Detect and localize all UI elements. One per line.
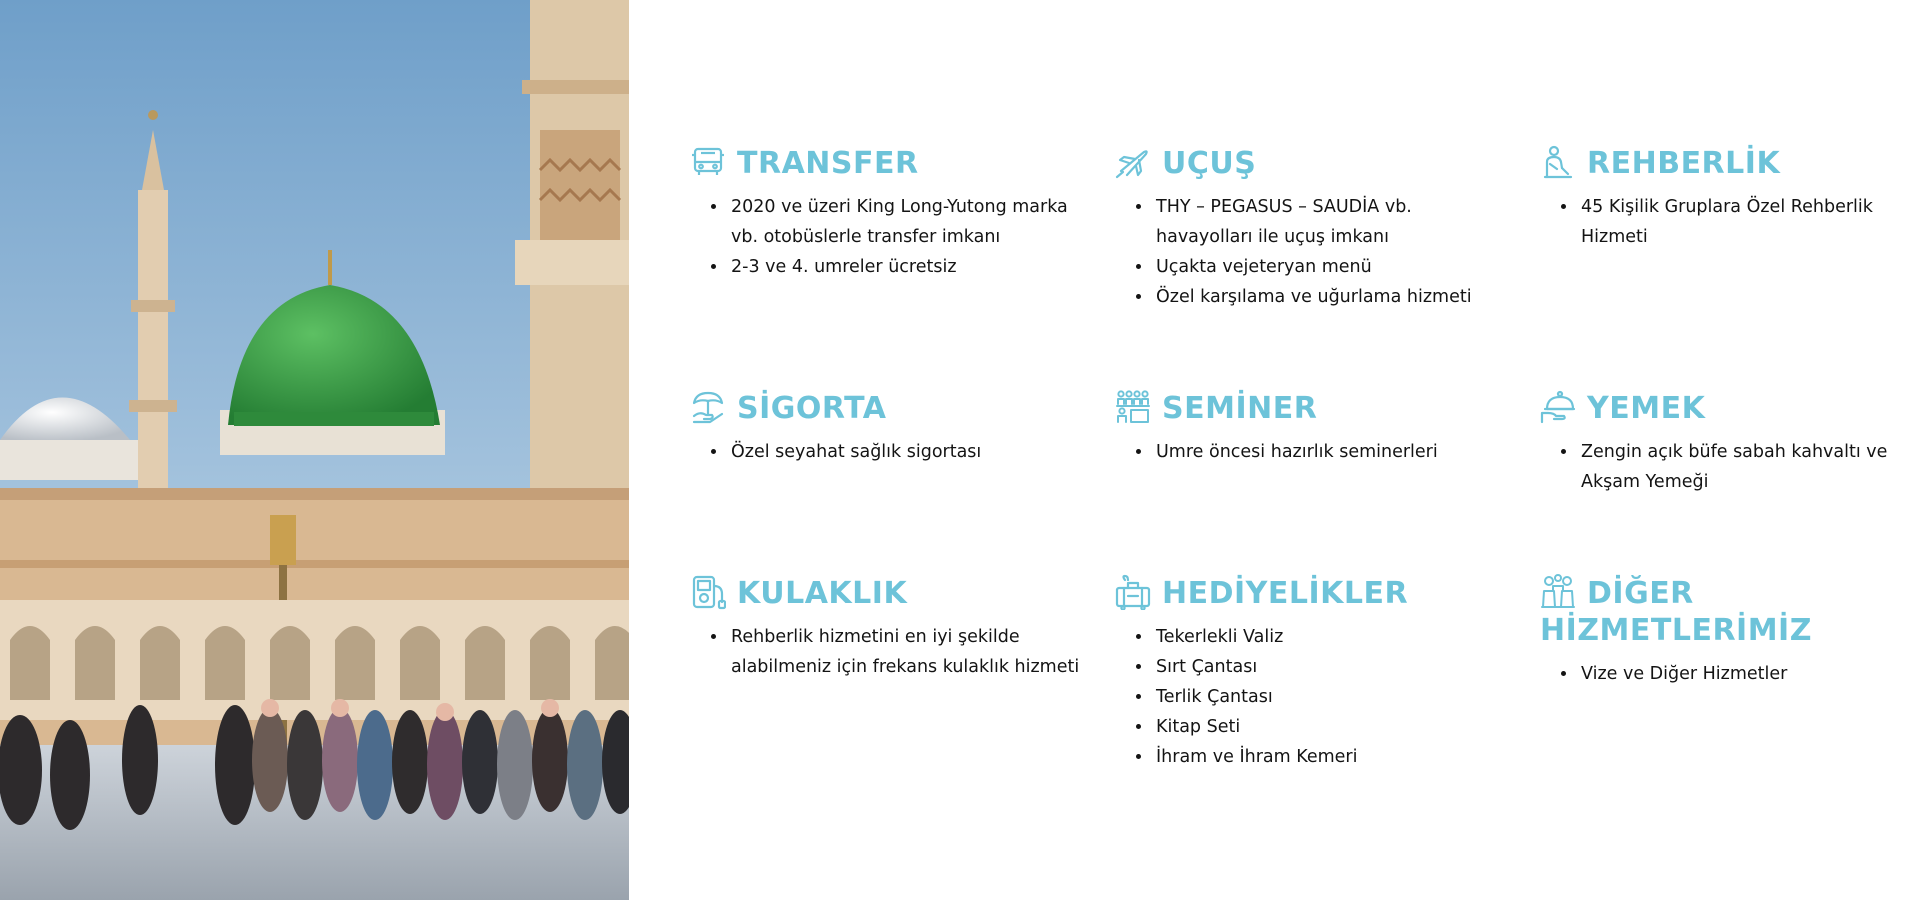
service-ucus xyxy=(1115,145,1505,312)
service-transfer xyxy=(690,145,1080,282)
bus-icon xyxy=(690,144,726,180)
service-title: UÇUŞ xyxy=(1162,146,1257,181)
service-seminer xyxy=(1115,390,1505,467)
service-title: SİGORTA xyxy=(737,391,887,426)
list-item: • 2020 ve üzeri King Long-Yutong marka vb. otobüslerle transfer imkanı xyxy=(728,192,1080,252)
list-item: • Özel seyahat sağlık sigortası xyxy=(728,437,1080,467)
service-title: TRANSFER xyxy=(737,146,919,181)
service-title: YEMEK xyxy=(1587,391,1706,426)
list-item: • Özel karşılama ve uğurlama hizmeti xyxy=(1153,282,1505,312)
service-items xyxy=(1115,192,1505,312)
list-item: • Terlik Çantası xyxy=(1153,682,1505,712)
list-item: • Vize ve Diğer Hizmetler xyxy=(1578,659,1920,689)
service-items xyxy=(690,437,1080,467)
service-items xyxy=(1540,437,1920,497)
list-item: • Tekerlekli Valiz xyxy=(1153,622,1505,652)
service-items xyxy=(1540,192,1920,252)
list-item: • Uçakta vejeteryan menü xyxy=(1153,252,1505,282)
list-item: • 2-3 ve 4. umreler ücretsiz xyxy=(728,252,1080,282)
service-title: REHBERLİK xyxy=(1587,146,1781,181)
service-yemek xyxy=(1540,390,1920,497)
list-item: • 45 Kişilik Gruplara Özel Rehberlik Hizmeti xyxy=(1578,192,1920,252)
seminar-icon xyxy=(1115,389,1151,425)
headset-icon xyxy=(690,574,726,610)
service-items xyxy=(1115,622,1505,772)
guide-icon xyxy=(1540,144,1576,180)
service-title: SEMİNER xyxy=(1162,391,1318,426)
list-item: • Sırt Çantası xyxy=(1153,652,1505,682)
insurance-icon xyxy=(690,389,726,425)
service-title: DİĞER HİZMETLERİMİZ xyxy=(1540,576,1812,648)
service-items xyxy=(690,192,1080,282)
list-item: • THY – PEGASUS – SAUDİA vb. havayolları ile uçuş imkanı xyxy=(1153,192,1505,252)
gift-icon xyxy=(1115,574,1151,610)
service-kulaklik xyxy=(690,575,1080,682)
services-grid xyxy=(690,0,1900,900)
list-item: • Umre öncesi hazırlık seminerleri xyxy=(1153,437,1505,467)
service-diger xyxy=(1540,575,1920,689)
service-items xyxy=(1115,437,1505,467)
service-items xyxy=(690,622,1080,682)
list-item: • İhram ve İhram Kemeri xyxy=(1153,742,1505,772)
service-hediyelikler xyxy=(1115,575,1505,772)
service-rehberlik xyxy=(1540,145,1920,252)
list-item: • Zengin açık büfe sabah kahvaltı ve Akşam Yemeği xyxy=(1578,437,1920,497)
list-item: • Rehberlik hizmetini en iyi şekilde alabilmeniz için frekans kulaklık hizmeti xyxy=(728,622,1080,682)
food-icon xyxy=(1540,389,1576,425)
list-item: • Kitap Seti xyxy=(1153,712,1505,742)
service-title: KULAKLIK xyxy=(737,576,908,611)
mosque-photo xyxy=(0,0,629,900)
service-sigorta xyxy=(690,390,1080,467)
airplane-icon xyxy=(1115,144,1151,180)
service-title: HEDİYELİKLER xyxy=(1162,576,1409,611)
service-items xyxy=(1540,659,1920,689)
